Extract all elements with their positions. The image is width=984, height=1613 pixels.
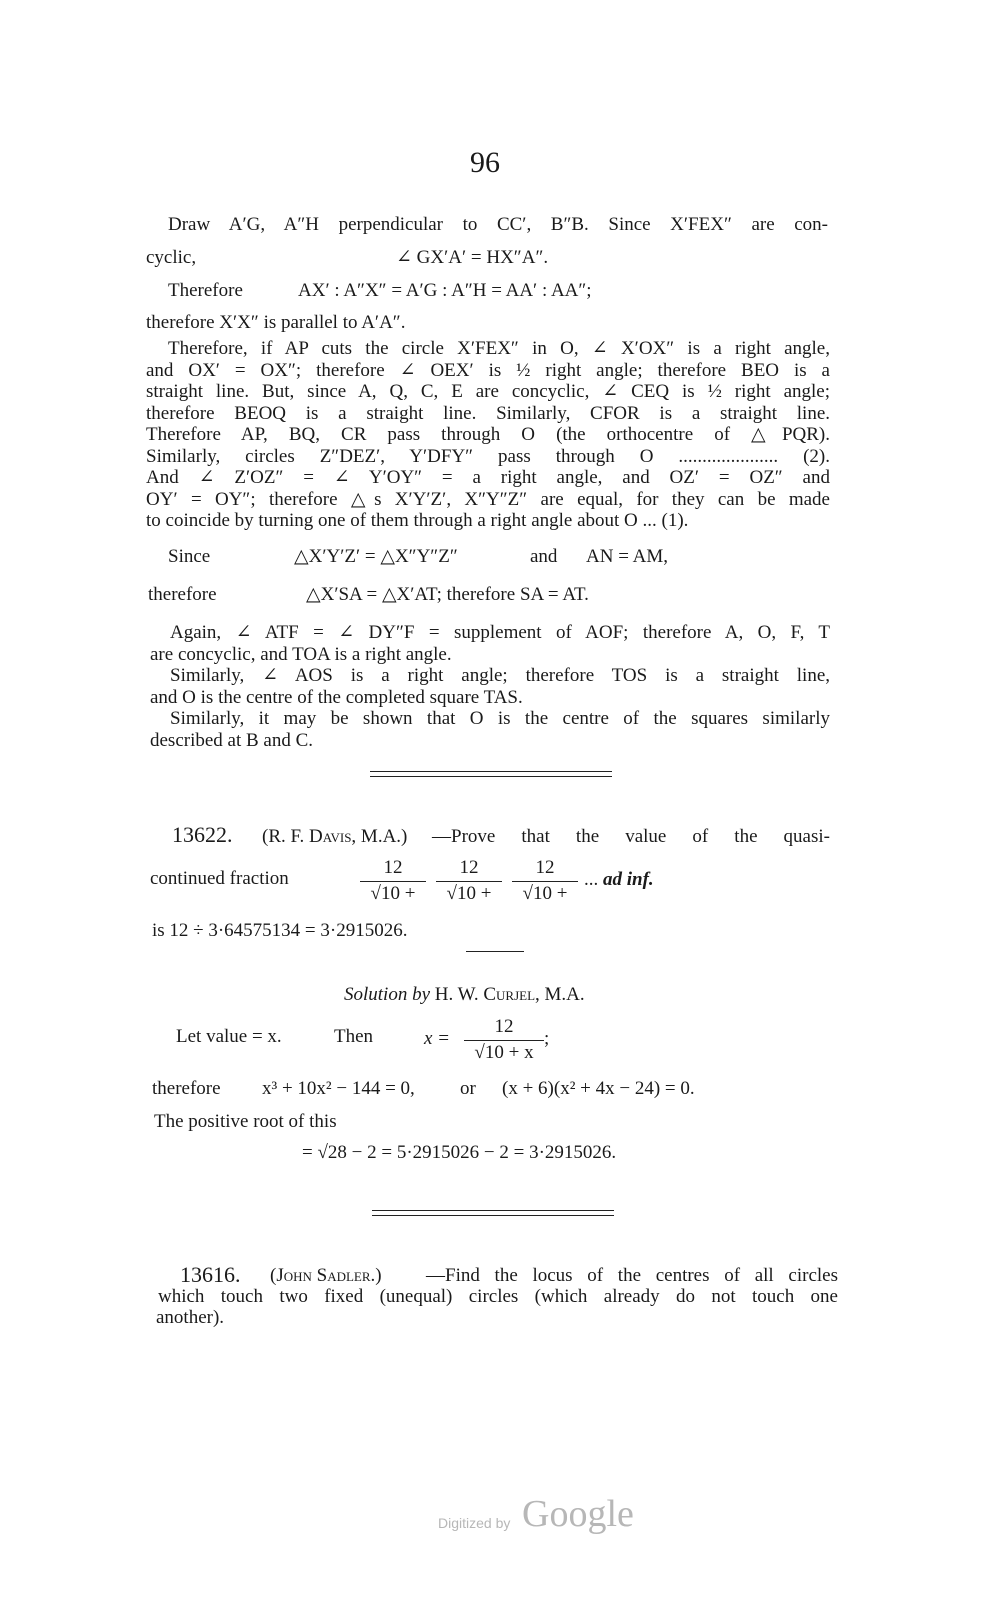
fraction [436, 857, 502, 905]
section-rule [372, 1215, 614, 1216]
page-number: 96 [470, 146, 500, 179]
question-author [262, 826, 407, 848]
text-line: The positive root of this [154, 1111, 337, 1132]
equation: x³ + 10x² − 144 = 0, [262, 1078, 415, 1099]
text-line: Let value = x. [176, 1026, 282, 1047]
fraction-suffix [584, 869, 654, 891]
text-line: and O is the centre of the completed square TAS. [150, 686, 523, 708]
section-rule [372, 1210, 614, 1211]
fraction-denominator: √10 + x [474, 1042, 534, 1063]
fraction-bar [512, 881, 578, 882]
text-line: therefore X′X″ is parallel to A′A″. [146, 312, 406, 333]
text-line: Similarly, circles Z″DEZ′, Y′DFY″ pass through O ..................... (2). [146, 445, 830, 467]
punctuation: ; [544, 1028, 550, 1049]
text-line: And ∠ Z′OZ″ = ∠ Y′OY″ = a right angle, and OZ′ = OZ″ and [146, 467, 830, 488]
text-line: or [460, 1078, 476, 1099]
fraction-bar [464, 1040, 544, 1041]
equation: AX′ : A″X″ = A′G : A″H = AA′ : AA″; [298, 280, 592, 301]
ad-inf: ad inf. [603, 869, 654, 890]
fraction-numerator: 12 [383, 857, 403, 878]
fraction-denominator: √10 + [522, 883, 568, 904]
author-name: (John Sadler.) [270, 1265, 382, 1286]
solution-heading [344, 984, 585, 1006]
text-line: therefore BEOQ is a straight line. Similarly, CFOR is a straight line. [146, 402, 830, 424]
text-line: Then [334, 1026, 374, 1047]
text-line: Therefore [168, 280, 243, 301]
text-line: are concyclic, and TOA is a right angle. [150, 643, 452, 665]
question-text: —Prove that the value of the quasi- [432, 826, 830, 847]
short-rule [466, 951, 524, 952]
solution-author: H. W. Curjel, M.A. [434, 984, 585, 1005]
text-line: Similarly, it may be shown that O is the centre of the squares similarly [170, 708, 830, 729]
text-line: OY′ = OY″; therefore △s X′Y′Z′, X″Y″Z″ are equal, for they can be made [146, 488, 830, 510]
question-text: another). [156, 1307, 225, 1328]
text-line: Therefore AP, BQ, CR pass through O (the orthocentre of △PQR). [146, 424, 830, 445]
question-number: 13622. [172, 822, 233, 847]
paragraph [150, 708, 830, 751]
text-line: Since [168, 546, 211, 567]
text-line: to coincide by turning one of them through a right angle about O ... (1). [146, 510, 689, 531]
text-line: continued fraction [150, 868, 289, 889]
section-rule [370, 776, 612, 777]
fraction-denominator: √10 + [446, 883, 492, 904]
text-line: is 12 ÷ 3·64575134 = 3·2915026. [152, 920, 408, 941]
equation: = √28 − 2 = 5·2915026 − 2 = 3·2915026. [302, 1142, 617, 1163]
question-text: —Find the locus of the centres of all circles [426, 1265, 838, 1286]
text-line: straight line. But, since A, Q, C, E are concyclic, ∠ CEQ is ½ right angle; [146, 381, 830, 402]
author-name: (R. F. Davis, M.A.) [262, 826, 408, 847]
equation: ∠ GX′A′ = HX″A″. [396, 247, 549, 268]
paragraph [150, 665, 830, 708]
fraction-numerator: 12 [535, 857, 555, 878]
text-line: therefore [152, 1078, 221, 1099]
digitized-by-label: Digitized by [438, 1515, 511, 1531]
text-line: therefore [148, 584, 217, 605]
fraction-denominator: √10 + [370, 883, 416, 904]
equation: △X′SA = △X′AT; therefore SA = AT. [306, 584, 589, 605]
ellipsis: ... [584, 869, 599, 890]
google-logo: Google [522, 1493, 634, 1535]
question-author [270, 1265, 382, 1287]
paragraph [146, 338, 830, 532]
equation: △X′Y′Z′ = △X″Y″Z″ [294, 546, 458, 567]
text-line: and [530, 546, 558, 567]
text-line: Draw A′G, A″H perpendicular to CC′, B″B. Since X′FEX″ are con- [168, 214, 828, 235]
fraction-bar [360, 881, 426, 882]
solution-prefix: Solution by [344, 984, 431, 1005]
fraction-numerator: 12 [494, 1016, 514, 1037]
question-number: 13616. [180, 1262, 241, 1287]
text-line: described at B and C. [150, 729, 314, 751]
fraction-numerator: 12 [459, 857, 479, 878]
text-line: Similarly, ∠ AOS is a right angle; therefore TOS is a straight line, [170, 665, 830, 686]
text-line: and OX′ = OX″; therefore ∠ OEX′ is ½ right angle; therefore BEO is a [146, 359, 830, 381]
fraction [512, 857, 578, 905]
fraction [360, 857, 426, 905]
question-text: which touch two fixed (unequal) circles (which already do not touch one [158, 1286, 838, 1307]
paragraph [150, 622, 830, 665]
text-line: cyclic, [146, 247, 197, 268]
equation: x = [424, 1028, 451, 1049]
text-line: Again, ∠ ATF = ∠ DY″F = supplement of AOF; therefore A, O, F, T [170, 622, 830, 643]
fraction [464, 1016, 544, 1064]
equation: (x + 6)(x² + 4x − 24) = 0. [502, 1078, 695, 1099]
fraction-bar [436, 881, 502, 882]
section-rule [370, 771, 612, 772]
equation: AN = AM, [586, 546, 668, 567]
text-line: Therefore, if AP cuts the circle X′FEX″ in O, ∠ X′OX″ is a right angle, [168, 338, 830, 359]
